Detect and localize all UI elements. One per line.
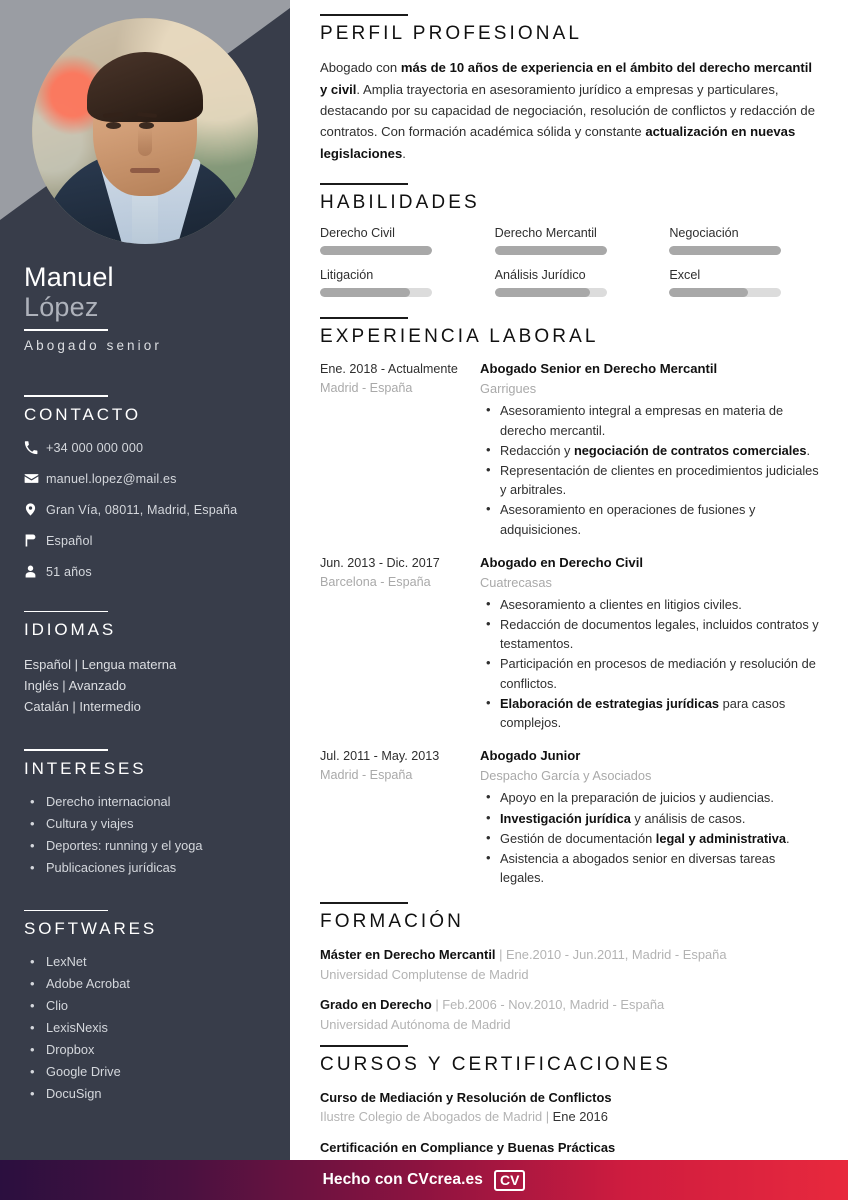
section-formacion: [320, 902, 822, 1034]
section-divider: [24, 749, 108, 751]
list-item: • DocuSign: [24, 1085, 266, 1104]
avatar-nose: [138, 128, 152, 156]
phone-icon: [24, 441, 46, 455]
list-item: • Asesoramiento en operaciones de fusiones y adquisiciones.: [480, 500, 822, 538]
avatar-tie: [132, 192, 158, 244]
section-heading-perfil: PERFIL PROFESIONAL: [320, 23, 583, 45]
contact-email-value: manuel.lopez@mail.es: [46, 471, 177, 486]
experience-location: Madrid - España: [320, 381, 413, 396]
certification-sub: [320, 1107, 822, 1126]
first-name: Manuel: [24, 262, 114, 292]
experience-location: Barcelona - España: [320, 574, 431, 589]
section-divider: [24, 611, 108, 613]
list-item: • Redacción y negociación de contratos comerciales.: [480, 441, 822, 460]
education-school: Universidad Complutense de Madrid: [320, 966, 529, 982]
list-item: • Asesoramiento a clientes en litigios civiles.: [480, 595, 822, 614]
contact-row-nationality: [24, 532, 266, 550]
skill-label: Negociación: [669, 226, 739, 241]
language-item: Catalán | Intermedio: [24, 699, 141, 715]
skill-item: [669, 226, 822, 255]
language-item: Español | Lengua materna: [24, 657, 177, 673]
experience-role: Abogado Junior: [480, 748, 581, 764]
list-item: • Gestión de documentación legal y administrativa.: [480, 829, 822, 848]
section-divider: [320, 317, 408, 319]
list-item: • Asistencia a abogados senior en diversas tareas legales.: [480, 849, 822, 887]
certification-title: Certificación en Compliance y Buenas Prácticas: [320, 1139, 616, 1155]
section-softwares: [0, 910, 290, 1104]
education-meta-sep: |: [495, 947, 507, 963]
flag-icon: [24, 533, 46, 548]
softwares-list: [24, 953, 266, 1104]
education-school: Universidad Autónoma de Madrid: [320, 1016, 511, 1032]
experience-bullets: [480, 788, 822, 887]
certification-sep: |: [542, 1109, 553, 1125]
contact-row-email: [24, 470, 266, 488]
last-name: López: [24, 292, 99, 323]
education-meta: Feb.2006 - Nov.2010, Madrid - España: [442, 997, 665, 1013]
list-item: • Cultura y viajes: [24, 815, 266, 834]
section-habilidades: [320, 183, 822, 297]
skill-bar-track: [669, 288, 781, 297]
education-meta: Ene.2010 - Jun.2011, Madrid - España: [506, 947, 727, 963]
skill-label: Excel: [669, 268, 701, 283]
list-item: • Dropbox: [24, 1041, 266, 1060]
person-icon: [24, 564, 46, 579]
experience-meta: [320, 554, 480, 733]
cvcrea-logo: CV: [494, 1170, 525, 1191]
skill-bar-fill: [320, 288, 410, 297]
section-intereses: [0, 749, 290, 877]
list-item: • Clio: [24, 997, 266, 1016]
section-divider: [24, 910, 108, 912]
education-item: [320, 995, 822, 1034]
list-item: • Derecho internacional: [24, 793, 266, 812]
experience-role: Abogado en Derecho Civil: [480, 554, 643, 570]
certification-item: [320, 1088, 822, 1127]
skill-item: [669, 268, 822, 297]
certification-title: Curso de Mediación y Resolución de Conflictos: [320, 1090, 612, 1106]
experience-location: Madrid - España: [320, 768, 413, 783]
contact-row-address: [24, 501, 266, 519]
job-title: Abogado senior: [24, 337, 162, 353]
education-item: [320, 945, 822, 984]
list-item: • Adobe Acrobat: [24, 975, 266, 994]
location-pin-icon: [24, 502, 46, 517]
section-heading-formacion: FORMACIÓN: [320, 911, 465, 933]
list-item: • Apoyo en la preparación de juicios y audiencias.: [480, 788, 822, 807]
skill-label: Derecho Mercantil: [494, 226, 597, 241]
section-heading-habilidades: HABILIDADES: [320, 192, 480, 214]
footer-text: Hecho con CVcrea.es: [322, 1171, 483, 1188]
name-block: [0, 262, 290, 353]
profile-summary: Abogado con más de 10 años de experiencia en el ámbito del derecho mercantil y civil. Amplia trayectoria en asesoramiento jurídico a empresas y particulares, destacando por su capacidad de negociación, resolución de conflictos y redacción de contratos. Con formación académica sólida y constante actualización en nuevas legislaciones.: [320, 60, 815, 161]
experience-dates: Ene. 2018 - Actualmente: [320, 362, 458, 377]
section-cursos-certificaciones: [320, 1045, 822, 1177]
section-perfil-profesional: [320, 14, 822, 164]
experience-role: Abogado Senior en Derecho Mercantil: [480, 361, 718, 377]
list-item: • Representación de clientes en procedimientos judiciales y arbitrales.: [480, 461, 822, 499]
avatar-mouth: [130, 168, 160, 173]
name-divider: [24, 329, 108, 331]
list-item: • Deportes: running y el yoga: [24, 837, 266, 856]
list-item: • Publicaciones jurídicas: [24, 859, 266, 878]
section-heading-softwares: SOFTWARES: [24, 919, 158, 939]
contact-address-value: Gran Vía, 08011, Madrid, España: [46, 502, 238, 517]
skill-label: Derecho Civil: [320, 226, 395, 241]
list-item: • Asesoramiento integral a empresas en materia de derecho mercantil.: [480, 401, 822, 439]
section-experiencia-laboral: [320, 317, 822, 888]
section-divider: [320, 14, 408, 16]
list-item: • Elaboración de estrategias jurídicas para casos complejos.: [480, 694, 822, 732]
skill-bar-fill: [320, 246, 432, 255]
language-item: Inglés | Avanzado: [24, 678, 127, 694]
experience-company: Garrigues: [480, 381, 537, 397]
skill-item: [495, 226, 648, 255]
skill-bar-fill: [669, 246, 781, 255]
skill-label: Análisis Jurídico: [494, 268, 586, 283]
experience-body: [480, 747, 822, 888]
skill-item: [320, 268, 473, 297]
contact-phone-value: +34 000 000 000: [46, 440, 144, 455]
section-heading-idiomas: IDIOMAS: [24, 620, 117, 640]
sidebar: [0, 0, 290, 1160]
experience-meta: [320, 747, 480, 888]
certification-issuer: Ilustre Colegio de Abogados de Madrid: [320, 1109, 543, 1125]
section-divider: [24, 395, 108, 397]
skill-bar-track: [495, 246, 607, 255]
skills-grid: [320, 226, 822, 297]
experience-meta: [320, 360, 480, 539]
skill-bar-fill: [495, 246, 607, 255]
education-degree-line: [320, 945, 822, 964]
experience-item: [320, 554, 822, 733]
experience-company: Despacho García y Asociados: [480, 768, 652, 784]
education-degree: Máster en Derecho Mercantil: [320, 947, 496, 963]
experience-item: [320, 360, 822, 539]
skill-bar-track: [320, 246, 432, 255]
list-item: • Investigación jurídica y análisis de casos.: [480, 809, 822, 828]
experience-bullets: [480, 595, 822, 732]
experience-bullets: [480, 401, 822, 538]
main-content: [290, 0, 848, 1160]
experience-item: [320, 747, 822, 888]
education-degree: Grado en Derecho: [320, 997, 432, 1013]
section-heading-cursos: CURSOS Y CERTIFICACIONES: [320, 1054, 672, 1076]
section-contacto: [0, 395, 290, 581]
skill-item: [320, 226, 473, 255]
skill-bar-fill: [495, 288, 590, 297]
avatar: [32, 18, 258, 244]
experience-body: [480, 360, 822, 539]
list-item: • LexNet: [24, 953, 266, 972]
education-meta-sep: |: [431, 997, 443, 1013]
interests-list: [24, 793, 266, 878]
skill-label: Litigación: [320, 268, 374, 283]
contact-nationality-value: Español: [46, 533, 93, 548]
list-item: • LexisNexis: [24, 1019, 266, 1038]
contact-age-value: 51 años: [46, 564, 92, 579]
education-degree-line: [320, 995, 822, 1014]
skill-bar-fill: [669, 288, 747, 297]
section-divider: [320, 1045, 408, 1047]
section-heading-experiencia: EXPERIENCIA LABORAL: [320, 326, 599, 348]
section-divider: [320, 902, 408, 904]
skill-bar-track: [320, 288, 432, 297]
experience-company: Cuatrecasas: [480, 574, 552, 590]
experience-body: [480, 554, 822, 733]
experience-dates: Jul. 2011 - May. 2013: [320, 749, 440, 764]
section-heading-intereses: INTERESES: [24, 758, 147, 778]
avatar-eye-left: [106, 122, 121, 129]
list-item: • Participación en procesos de mediación y resolución de conflictos.: [480, 654, 822, 692]
list-item: • Google Drive: [24, 1063, 266, 1082]
envelope-icon: [24, 471, 46, 486]
skill-bar-track: [669, 246, 781, 255]
contact-row-phone: [24, 439, 266, 457]
skill-bar-track: [495, 288, 607, 297]
section-idiomas: [0, 611, 290, 718]
section-heading-contacto: CONTACTO: [24, 404, 142, 424]
skill-item: [495, 268, 648, 297]
certification-date: Ene 2016: [552, 1109, 608, 1125]
experience-dates: Jun. 2013 - Dic. 2017: [320, 555, 440, 570]
footer-banner: [0, 1160, 848, 1200]
list-item: • Redacción de documentos legales, incluidos contratos y testamentos.: [480, 615, 822, 653]
section-divider: [320, 183, 408, 185]
contact-row-age: [24, 563, 266, 581]
